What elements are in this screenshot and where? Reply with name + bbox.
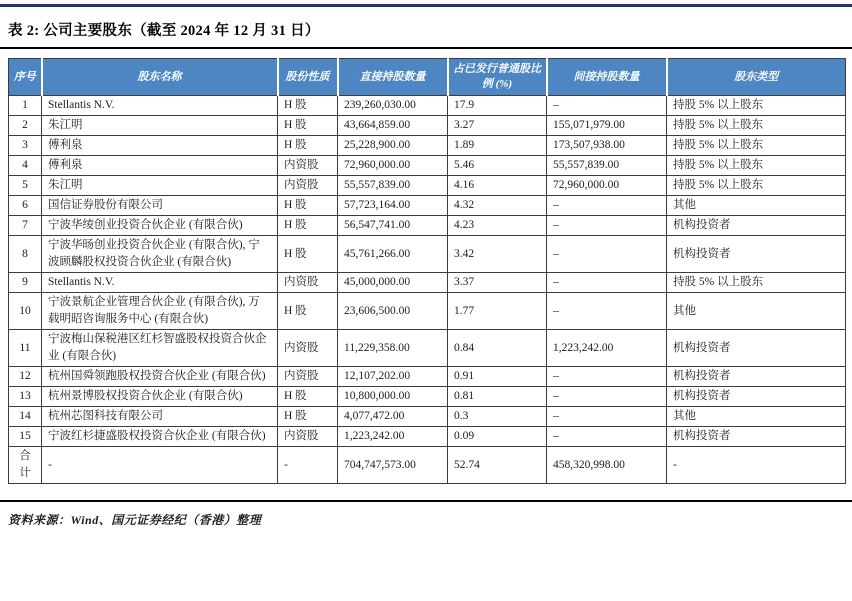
cell-direct-holding: 10,800,000.00: [338, 387, 448, 407]
cell-index: 12: [9, 367, 42, 387]
cell-shareholder-type: 持股 5% 以上股东: [667, 156, 846, 176]
cell-direct-holding: 45,761,266.00: [338, 236, 448, 273]
cell-shareholder-type: -: [667, 447, 846, 484]
cell-shareholder-type: 机构投资者: [667, 387, 846, 407]
cell-share-class: 内资股: [278, 176, 338, 196]
cell-pct-of-ordinary: 52.74: [448, 447, 547, 484]
cell-index: 13: [9, 387, 42, 407]
cell-indirect-holding: 173,507,938.00: [547, 136, 667, 156]
table-row: [9, 156, 846, 176]
cell-pct-of-ordinary: 4.16: [448, 176, 547, 196]
cell-share-class: 内资股: [278, 273, 338, 293]
cell-shareholder-type: 机构投资者: [667, 330, 846, 367]
cell-shareholder-type: 持股 5% 以上股东: [667, 273, 846, 293]
cell-share-class: 内资股: [278, 367, 338, 387]
source-note: 资料来源：Wind、国元证券经纪（香港）整理: [8, 513, 262, 527]
cell-shareholder-name: 宁波红杉捷盛股权投资合伙企业 (有限合伙): [42, 427, 278, 447]
cell-indirect-holding: –: [547, 236, 667, 273]
cell-direct-holding: 55,557,839.00: [338, 176, 448, 196]
table-row: [9, 427, 846, 447]
table-row: [9, 176, 846, 196]
table-title: 表 2: 公司主要股东（截至 2024 年 12 月 31 日）: [8, 23, 320, 39]
cell-shareholder-name: 国信证券股份有限公司: [42, 196, 278, 216]
cell-shareholder-name: -: [42, 447, 278, 484]
cell-indirect-holding: –: [547, 216, 667, 236]
cell-shareholder-name: 宁波华旸创业投资合伙企业 (有限合伙), 宁波顾麟股权投资合伙企业 (有限合伙): [42, 236, 278, 273]
cell-indirect-holding: –: [547, 427, 667, 447]
table-row: [9, 387, 846, 407]
cell-share-class: 内资股: [278, 427, 338, 447]
table-row: [9, 236, 846, 273]
cell-index: 15: [9, 427, 42, 447]
cell-shareholder-name: 傅利泉: [42, 136, 278, 156]
shareholders-table: [8, 58, 846, 484]
cell-shareholder-name: 宁波华绫创业投资合伙企业 (有限合伙): [42, 216, 278, 236]
cell-share-class: H 股: [278, 293, 338, 330]
cell-pct-of-ordinary: 0.3: [448, 407, 547, 427]
table-header-row: [9, 59, 846, 96]
cell-direct-holding: 72,960,000.00: [338, 156, 448, 176]
table-row: [9, 293, 846, 330]
table-row: [9, 96, 846, 116]
cell-shareholder-type: 机构投资者: [667, 236, 846, 273]
table-row: [9, 407, 846, 427]
cell-index: 2: [9, 116, 42, 136]
cell-indirect-holding: 155,071,979.00: [547, 116, 667, 136]
cell-indirect-holding: –: [547, 387, 667, 407]
cell-direct-holding: 1,223,242.00: [338, 427, 448, 447]
cell-shareholder-type: 机构投资者: [667, 367, 846, 387]
cell-pct-of-ordinary: 5.46: [448, 156, 547, 176]
cell-pct-of-ordinary: 4.32: [448, 196, 547, 216]
cell-share-class: H 股: [278, 387, 338, 407]
table-row: [9, 273, 846, 293]
cell-share-class: H 股: [278, 196, 338, 216]
cell-share-class: H 股: [278, 407, 338, 427]
cell-shareholder-type: 持股 5% 以上股东: [667, 116, 846, 136]
header-cell-indirect-holding: 间接持股数量: [547, 59, 667, 96]
cell-shareholder-name: 杭州国舜领跑股权投资合伙企业 (有限合伙): [42, 367, 278, 387]
cell-share-class: H 股: [278, 136, 338, 156]
cell-share-class: 内资股: [278, 156, 338, 176]
cell-shareholder-name: 朱江明: [42, 176, 278, 196]
cell-share-class: 内资股: [278, 330, 338, 367]
title-underline: [0, 47, 852, 49]
cell-index: 14: [9, 407, 42, 427]
cell-shareholder-name: 杭州景博股权投资合伙企业 (有限合伙): [42, 387, 278, 407]
cell-indirect-holding: 1,223,242.00: [547, 330, 667, 367]
cell-indirect-holding: 458,320,998.00: [547, 447, 667, 484]
cell-direct-holding: 704,747,573.00: [338, 447, 448, 484]
table-row: [9, 136, 846, 156]
cell-shareholder-name: 宁波景航企业管理合伙企业 (有限合伙), 万载明昭咨询服务中心 (有限合伙): [42, 293, 278, 330]
header-cell-pct-of-ordinary: 占已发行普通股比例 (%): [448, 59, 547, 96]
cell-shareholder-name: Stellantis N.V.: [42, 273, 278, 293]
cell-pct-of-ordinary: 0.91: [448, 367, 547, 387]
cell-shareholder-type: 机构投资者: [667, 427, 846, 447]
cell-index: 4: [9, 156, 42, 176]
cell-indirect-holding: –: [547, 367, 667, 387]
cell-share-class: H 股: [278, 236, 338, 273]
cell-shareholder-name: 杭州芯图科技有限公司: [42, 407, 278, 427]
table-row: [9, 116, 846, 136]
cell-direct-holding: 45,000,000.00: [338, 273, 448, 293]
cell-direct-holding: 25,228,900.00: [338, 136, 448, 156]
cell-index: 11: [9, 330, 42, 367]
cell-index: 1: [9, 96, 42, 116]
header-cell-shareholder-name: 股东名称: [42, 59, 278, 96]
cell-shareholder-type: 持股 5% 以上股东: [667, 136, 846, 156]
header-cell-share-class: 股份性质: [278, 59, 338, 96]
cell-index: 7: [9, 216, 42, 236]
cell-pct-of-ordinary: 0.81: [448, 387, 547, 407]
cell-shareholder-type: 持股 5% 以上股东: [667, 96, 846, 116]
cell-direct-holding: 239,260,030.00: [338, 96, 448, 116]
header-cell-direct-holding: 直接持股数量: [338, 59, 448, 96]
table-row-total: [9, 447, 846, 484]
cell-shareholder-name: Stellantis N.V.: [42, 96, 278, 116]
page-top-rule: [0, 4, 852, 7]
cell-shareholder-type: 其他: [667, 196, 846, 216]
cell-share-class: H 股: [278, 216, 338, 236]
cell-pct-of-ordinary: 3.27: [448, 116, 547, 136]
table-row: [9, 330, 846, 367]
cell-share-class: H 股: [278, 96, 338, 116]
table-row: [9, 367, 846, 387]
cell-index: 合计: [9, 447, 42, 484]
cell-direct-holding: 11,229,358.00: [338, 330, 448, 367]
cell-pct-of-ordinary: 4.23: [448, 216, 547, 236]
cell-index: 5: [9, 176, 42, 196]
cell-indirect-holding: –: [547, 407, 667, 427]
cell-pct-of-ordinary: 1.77: [448, 293, 547, 330]
cell-pct-of-ordinary: 17.9: [448, 96, 547, 116]
cell-shareholder-type: 持股 5% 以上股东: [667, 176, 846, 196]
cell-index: 6: [9, 196, 42, 216]
cell-shareholder-name: 宁波梅山保税港区红杉智盛股权投资合伙企业 (有限合伙): [42, 330, 278, 367]
cell-indirect-holding: –: [547, 273, 667, 293]
cell-direct-holding: 12,107,202.00: [338, 367, 448, 387]
cell-indirect-holding: –: [547, 96, 667, 116]
cell-index: 8: [9, 236, 42, 273]
cell-share-class: H 股: [278, 116, 338, 136]
header-cell-index: 序号: [9, 59, 42, 96]
cell-direct-holding: 4,077,472.00: [338, 407, 448, 427]
cell-direct-holding: 23,606,500.00: [338, 293, 448, 330]
cell-share-class: -: [278, 447, 338, 484]
cell-pct-of-ordinary: 3.42: [448, 236, 547, 273]
footer-divider: [0, 500, 852, 502]
cell-indirect-holding: 55,557,839.00: [547, 156, 667, 176]
cell-shareholder-type: 其他: [667, 407, 846, 427]
table-row: [9, 216, 846, 236]
cell-pct-of-ordinary: 0.09: [448, 427, 547, 447]
cell-shareholder-name: 傅利泉: [42, 156, 278, 176]
header-cell-shareholder-type: 股东类型: [667, 59, 846, 96]
cell-shareholder-type: 机构投资者: [667, 216, 846, 236]
cell-pct-of-ordinary: 1.89: [448, 136, 547, 156]
table-body: [9, 96, 846, 484]
cell-indirect-holding: –: [547, 293, 667, 330]
cell-direct-holding: 43,664,859.00: [338, 116, 448, 136]
cell-index: 10: [9, 293, 42, 330]
cell-indirect-holding: 72,960,000.00: [547, 176, 667, 196]
cell-shareholder-name: 朱江明: [42, 116, 278, 136]
cell-indirect-holding: –: [547, 196, 667, 216]
cell-index: 9: [9, 273, 42, 293]
cell-direct-holding: 57,723,164.00: [338, 196, 448, 216]
table-row: [9, 196, 846, 216]
cell-index: 3: [9, 136, 42, 156]
cell-pct-of-ordinary: 3.37: [448, 273, 547, 293]
cell-pct-of-ordinary: 0.84: [448, 330, 547, 367]
cell-direct-holding: 56,547,741.00: [338, 216, 448, 236]
cell-shareholder-type: 其他: [667, 293, 846, 330]
